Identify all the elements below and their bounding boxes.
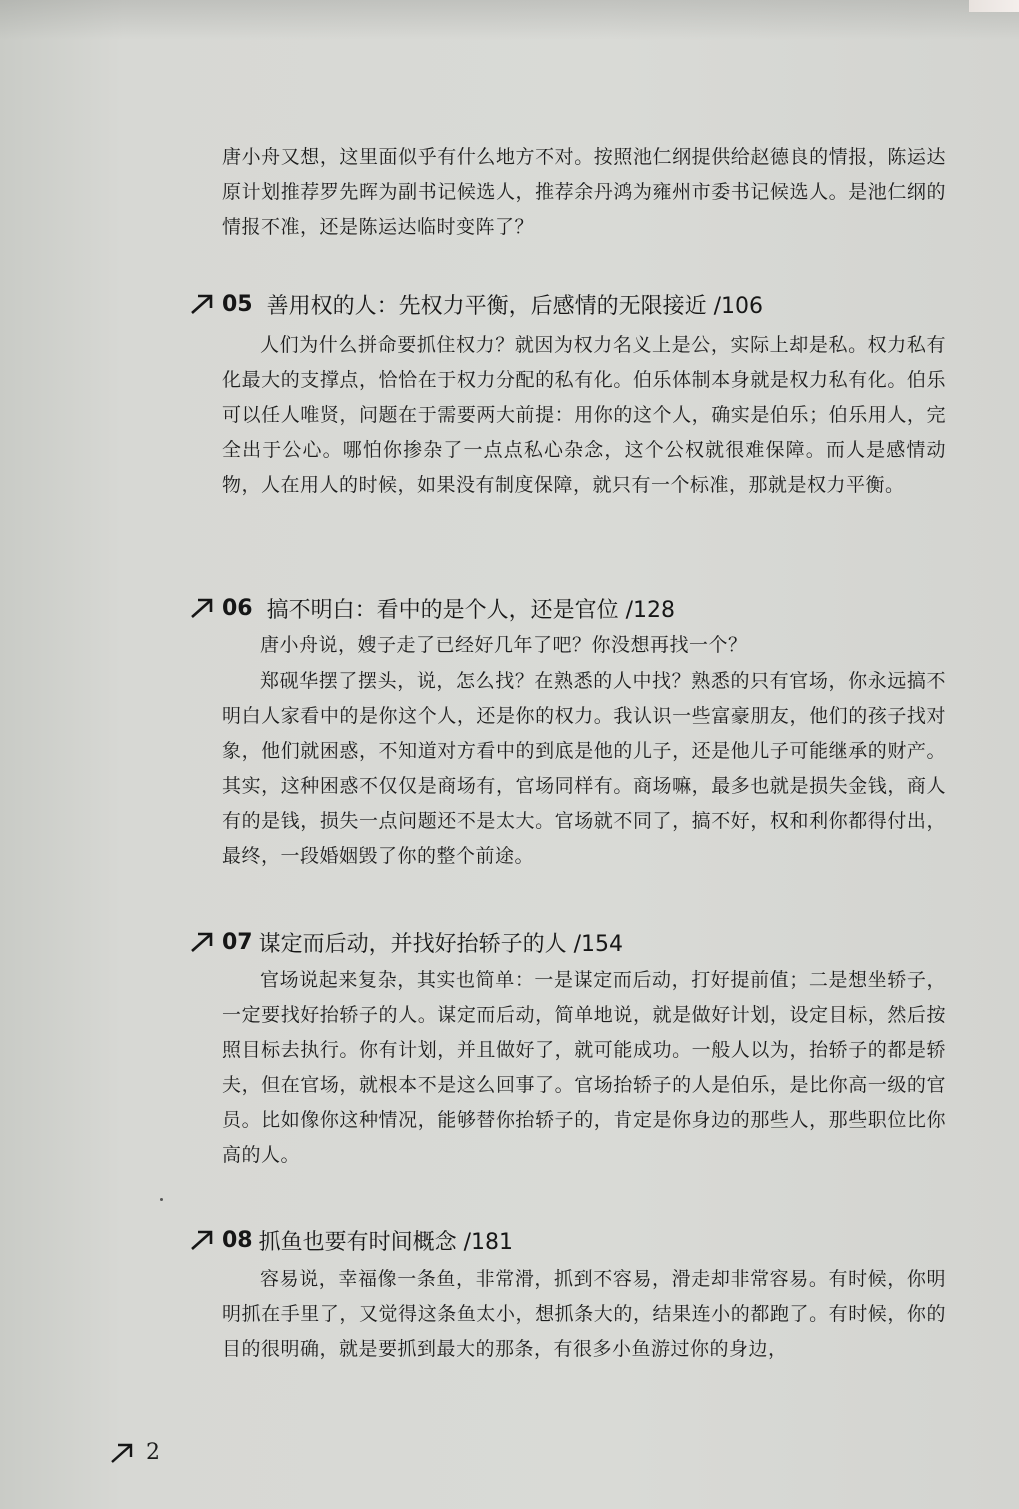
arrow-up-right-icon xyxy=(190,293,216,315)
page-corner xyxy=(969,0,1019,12)
print-speck xyxy=(160,1198,163,1201)
section-number: 08 xyxy=(222,1227,253,1253)
arrow-up-right-icon xyxy=(190,597,216,619)
section-05-paragraph: 人们为什么拼命要抓住权力？就因为权力名义上是公，实际上却是私。权力私有化最大的支撑点，恰恰在于权力分配的私有化。伯乐体制本身就是权力私有化。伯乐可以任人唯贤，问题在于需要两大前提：用你的这个人，确实是伯乐；伯乐用人，完全出于公心。哪怕你掺杂了一点点私心杂念，这个公权就很难保障。而人是感情动物，人在用人的时候，如果没有制度保障，就只有一个标准，那就是权力平衡。 xyxy=(222,334,946,496)
section-title: 抓鱼也要有时间概念 /181 xyxy=(258,1229,514,1255)
page-number: 2 xyxy=(146,1440,160,1465)
section-title: 搞不明白：看中的是个人，还是官位 /128 xyxy=(266,597,676,623)
section-06-paragraph-1: 唐小舟说，嫂子走了已经好几年了吧？你没想再找一个？ xyxy=(260,634,748,656)
page-top-shadow xyxy=(0,0,1019,40)
section-title: 谋定而后动，并找好抬轿子的人 /154 xyxy=(258,931,624,957)
section-06-paragraph-2: 郑砚华摆了摆头，说，怎么找？在熟悉的人中找？熟悉的只有官场，你永远搞不明白人家看中的是你这个人，还是你的权力。我认识一些富豪朋友，他们的孩子找对象，他们就困惑，不知道对方看中的到底是他的儿子，还是他儿子可能继承的财产。其实，这种困惑不仅仅是商场有，官场同样有。商场嘛，最多也就是损失金钱，商人有的是钱，损失一点问题还不是太大。官场就不同了，搞不好，权和利你都得付出，最终，一段婚姻毁了你的整个前途。 xyxy=(222,670,946,867)
section-heading-08 xyxy=(190,1223,513,1257)
section-number: 07 xyxy=(222,929,253,955)
arrow-up-right-icon xyxy=(110,1442,136,1464)
section-07-paragraph: 官场说起来复杂，其实也简单：一是谋定而后动，打好提前值；二是想坐轿子，一定要找好抬轿子的人。谋定而后动，简单地说，就是做好计划，设定目标，然后按照目标去执行。你有计划，并且做好了，就可能成功。一般人以为，抬轿子的都是轿夫，但在官场，就根本不是这么回事了。官场抬轿子的人是伯乐，是比你高一级的官员。比如像你这种情况，能够替你抬轿子的，肯定是你身边的那些人，那些职位比你高的人。 xyxy=(222,969,946,1166)
section-number: 06 xyxy=(222,595,253,621)
section-number: 05 xyxy=(222,291,253,317)
intro-paragraph: 唐小舟又想，这里面似乎有什么地方不对。按照池仁纲提供给赵德良的情报，陈运达原计划推荐罗先晖为副书记候选人，推荐余丹鸿为雍州市委书记候选人。是池仁纲的情报不准，还是陈运达临时变阵了？ xyxy=(222,146,946,238)
page-footer xyxy=(110,1440,160,1465)
section-heading-07 xyxy=(190,925,623,959)
section-heading-05 xyxy=(190,287,763,321)
arrow-up-right-icon xyxy=(190,1229,216,1251)
section-title: 善用权的人：先权力平衡，后感情的无限接近 /106 xyxy=(266,293,764,319)
section-heading-06 xyxy=(190,591,675,625)
section-08-paragraph: 容易说，幸福像一条鱼，非常滑，抓到不容易，滑走却非常容易。有时候，你明明抓在手里了，又觉得这条鱼太小，想抓条大的，结果连小的都跑了。有时候，你的目的很明确，就是要抓到最大的那条，有很多小鱼游过你的身边， xyxy=(222,1268,946,1360)
arrow-up-right-icon xyxy=(190,931,216,953)
